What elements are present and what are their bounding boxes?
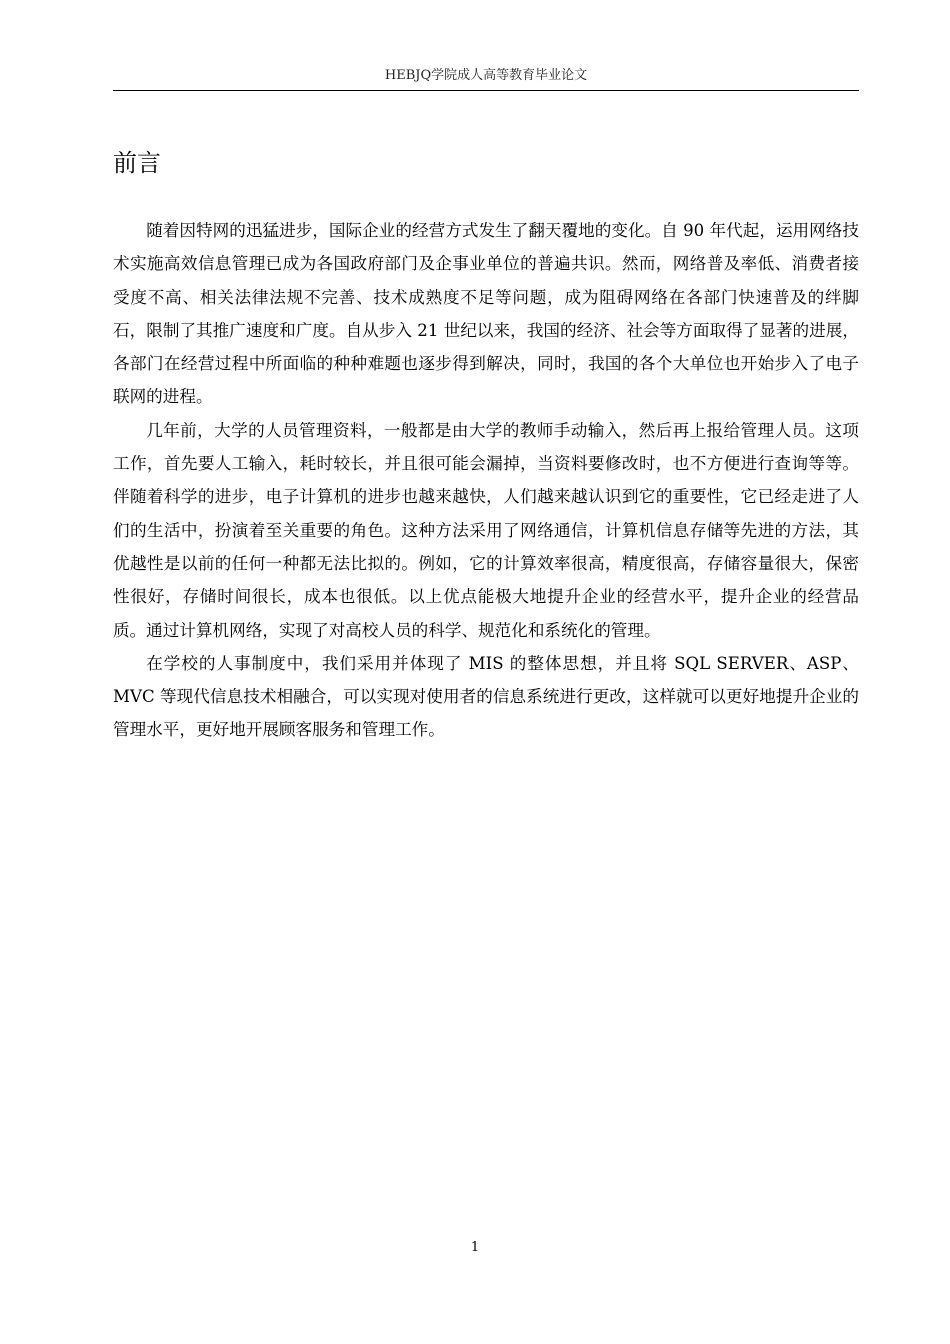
paragraph: 随着因特网的迅猛进步，国际企业的经营方式发生了翻天覆地的变化。自 90 年代起，运用网络技术实施高效信息管理已成为各国政府部门及企事业单位的普遍共识。然而，网络普及率低、消费者接受度不高、相关法律法规不完善、技术成熟度不足等问题，成为阻碍网络在各部门快速普及的绊脚石，限制了其推广速度和广度。自从步入 21 世纪以来，我国的经济、社会等方面取得了显著的进展，各部门在经营过程中所面临的种种难题也逐步得到解决，同时，我国的各个大单位也开始步入了电子联网的进程。: [113, 221, 859, 407]
running-header: [113, 66, 859, 91]
page-number: 1: [470, 1240, 480, 1255]
section-title: 前言: [113, 149, 161, 177]
running-header-title: HEBJQ学院成人高等教育毕业论文: [384, 68, 588, 83]
body-text: [113, 214, 859, 747]
paragraph: 在学校的人事制度中，我们采用并体现了 MIS 的整体思想，并且将 SQL SERVER、ASP、MVC 等现代信息技术相融合，可以实现对使用者的信息系统进行更改，这样就可以更好地提升企业的管理水平，更好地开展顾客服务和管理工作。: [113, 653, 859, 740]
paragraph: 几年前，大学的人员管理资料，一般都是由大学的教师手动输入，然后再上报给管理人员。这项工作，首先要人工输入，耗时较长，并且很可能会漏掉，当资料要修改时，也不方便进行查询等等。伴随着科学的进步，电子计算机的进步也越来越快，人们越来越认识到它的重要性，它已经走进了人们的生活中，扮演着至关重要的角色。这种方法采用了网络通信，计算机信息存储等先进的方法，其优越性是以前的任何一种都无法比拟的。例如，它的计算效率很高，精度很高，存储容量很大，保密性很好，存储时间很长，成本也很低。以上优点能极大地提升企业的经营水平，提升企业的经营品质。通过计算机网络，实现了对高校人员的科学、规范化和系统化的管理。: [113, 420, 859, 640]
